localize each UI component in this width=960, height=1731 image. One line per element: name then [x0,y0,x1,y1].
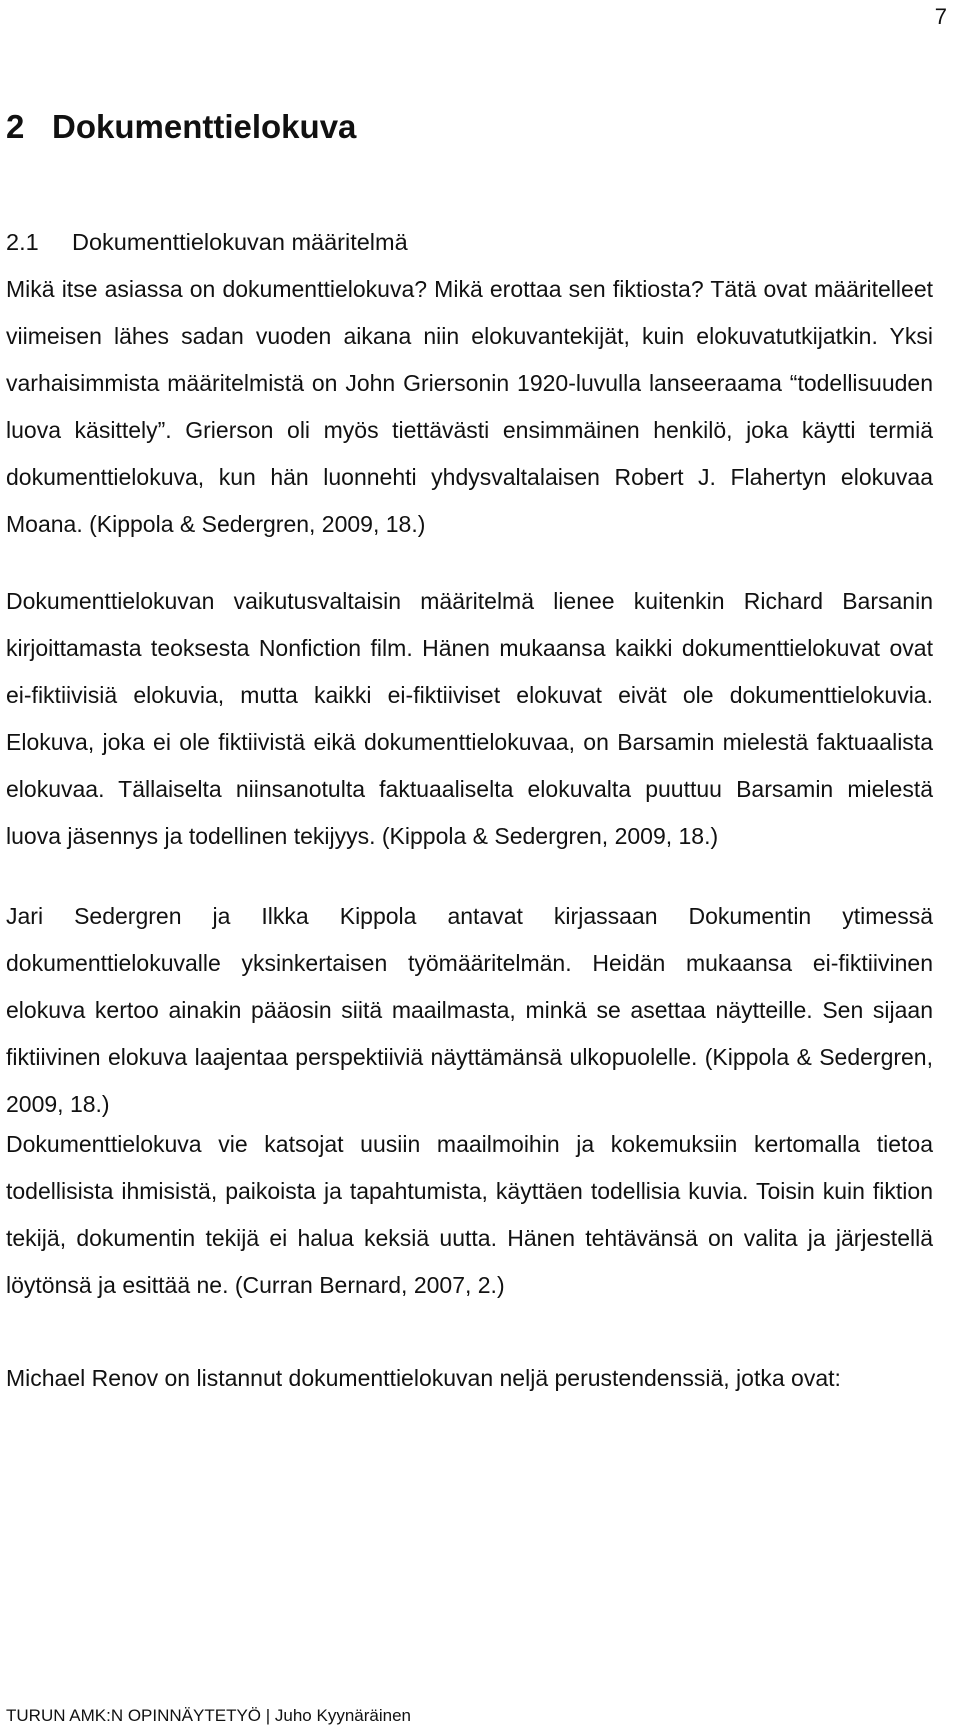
chapter-number: 2 [6,108,25,145]
paragraph-curran-bernard: Dokumenttielokuva vie katsojat uusiin maailmoihin ja kokemuksiin kertomalla tietoa todellisista ihmisistä, paikoista ja tapahtumista, käyttäen todellisia kuvia. Toisin kuin fiktion tekijä, dokumentin tekijä ei halua keksiä uutta. Hänen tehtävänsä on valita ja järjestellä löytönsä ja esittää ne. (Curran Bernard, 2007, 2.) [6,1131,933,1298]
paragraph-barsam-definition: Dokumenttielokuvan vaikutusvaltaisin määritelmä lienee kuitenkin Richard Barsanin kirjoittamasta teoksesta Nonfiction film. Hänen mukaansa kaikki dokumenttielokuvat ovat ei-fiktiivisiä elokuvia, mutta kaikki ei-fiktiiviset elokuvat eivät ole dokumenttielokuvia. Elokuva, joka ei ole fiktiivistä eikä dokumenttielokuvaa, on Barsamin mielestä faktuaalista elokuvaa. Tällaiselta niinsanotulta faktuaaliselta elokuvalta puuttuu Barsamin mielestä luova jäsennys ja todellinen tekijyys. (Kippola & Sedergren, 2009, 18.) [6,588,933,849]
paragraph-definition-history: Mikä itse asiassa on dokumenttielokuva? Mikä erottaa sen fiktiosta? Tätä ovat määritelleet viimeisen lähes sadan vuoden aikana niin elokuvantekijät, kuin elokuvatutkijatkin. Yksi varhaisimmista määritelmistä on John Griersonin 1920-luvulla lanseeraama “todellisuuden luova käsittely”. Grierson oli myös tiettävästi ensimmäinen henkilö, joka käytti termiä dokumenttielokuva, kun hän luonnehti yhdysvaltalaisen Robert J. Flahertyn elokuvaa Moana. (Kippola & Sedergren, 2009, 18.) [6,276,933,537]
chapter-title: Dokumenttielokuva [52,108,357,145]
paragraph-kippola-sedergren: Jari Sedergren ja Ilkka Kippola antavat kirjassaan Dokumentin ytimessä dokumenttielokuvalle yksinkertaisen työmääritelmän. Heidän mukaansa ei-fiktiivinen elokuva kertoo ainakin pääosin siitä maailmasta, minkä se asettaa näytteille. Sen sijaan fiktiivinen elokuva laajentaa perspektiiviä näyttämänsä ulkopuolelle. (Kippola & Sedergren, 2009, 18.) [6,903,933,1117]
section-title: Dokumenttielokuvan määritelmä [72,229,408,255]
section-number: 2.1 [6,229,39,255]
chapter-heading [6,108,356,146]
paragraph-renov: Michael Renov on listannut dokumenttielokuvan neljä perustendenssiä, jotka ovat: [6,1365,841,1391]
page-footer: TURUN AMK:N OPINNÄYTETYÖ | Juho Kyynäräinen [6,1706,411,1725]
page-number: 7 [934,4,947,29]
section-heading [6,229,408,256]
